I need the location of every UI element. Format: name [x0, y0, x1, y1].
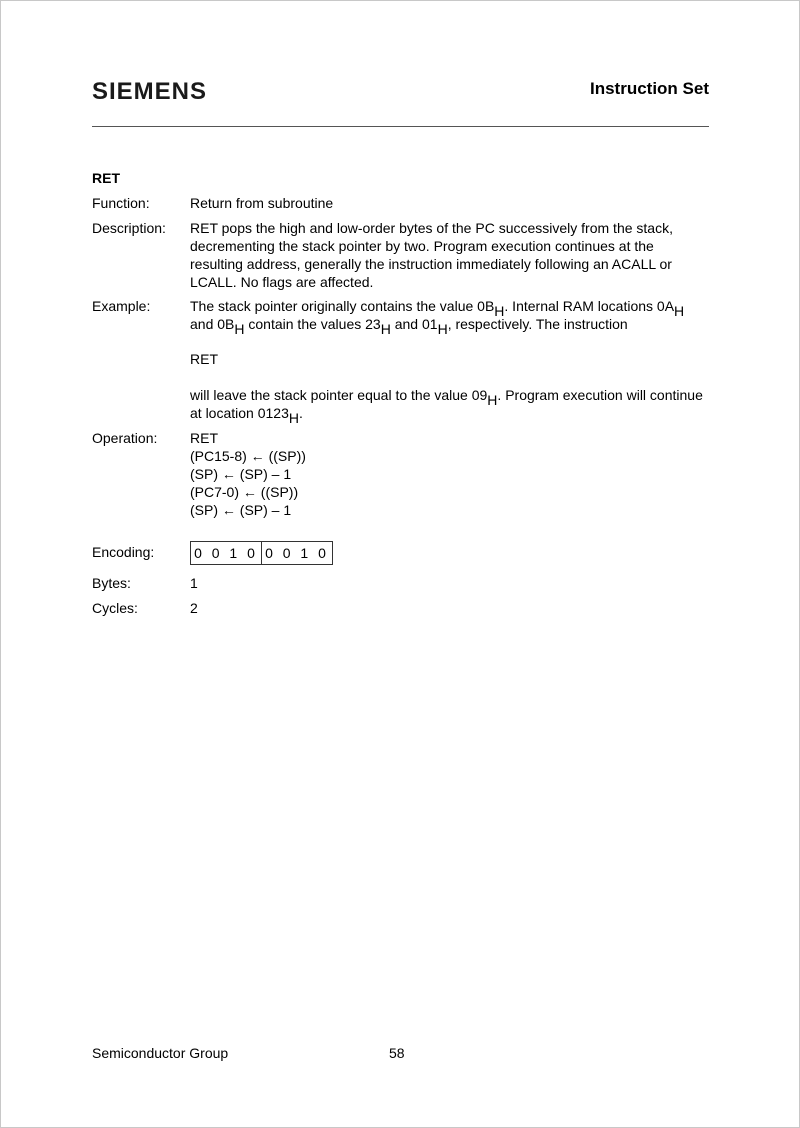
text: will leave the stack pointer equal to the value 09 [190, 387, 488, 403]
text: The stack pointer originally contains the value 0B [190, 298, 495, 314]
subscript: H [234, 321, 245, 337]
encoding-high-nibble: 0 0 1 0 [194, 545, 258, 561]
encoding-box [190, 541, 333, 565]
example-code: RET [190, 351, 218, 367]
cycles-label: Cycles: [92, 600, 138, 616]
function-text: Return from subroutine [190, 195, 334, 211]
text: and 0B [190, 316, 235, 332]
text: , respectively. The instruction [447, 316, 628, 332]
function-label: Function: [92, 195, 150, 211]
description-line: decrementing the stack pointer by two. Program execution continues at the [190, 238, 654, 254]
section-title: Instruction Set [589, 79, 709, 98]
footer-company: Semiconductor Group [92, 1045, 229, 1061]
subscript: H [674, 303, 685, 319]
encoding-label: Encoding: [92, 544, 155, 560]
siemens-logo: SIEMENS [92, 78, 208, 105]
operation-line: (PC15-8) ← ((SP)) [190, 448, 306, 464]
encoding-low-nibble: 0 0 1 0 [261, 542, 332, 564]
operation-label: Operation: [92, 430, 158, 446]
instruction-mnemonic: RET [92, 170, 120, 186]
cycles-value: 2 [190, 600, 198, 616]
text: at location 0123 [190, 405, 289, 421]
text: . Program execution will continue [497, 387, 703, 403]
example-line [190, 404, 303, 426]
operation-line: RET [190, 430, 218, 446]
description-line: resulting address, generally the instruction immediately following an ACALL or [190, 256, 672, 272]
example-line [190, 315, 628, 337]
subscript: H [437, 321, 448, 337]
description-label: Description: [92, 220, 166, 236]
description-line: LCALL. No flags are affected. [190, 274, 374, 290]
subscript: H [288, 410, 299, 426]
subscript: H [380, 321, 391, 337]
example-label: Example: [92, 298, 151, 314]
operation-line: (SP) ← (SP) – 1 [190, 466, 292, 482]
text: and 01 [390, 316, 438, 332]
bytes-label: Bytes: [92, 575, 131, 591]
page-number: 58 [389, 1045, 405, 1061]
text: contain the values 23 [244, 316, 381, 332]
text: . Internal RAM locations 0A [504, 298, 675, 314]
example-line [190, 386, 703, 408]
operation-line: (SP) ← (SP) – 1 [190, 502, 292, 518]
text: . [298, 405, 303, 421]
header-rule [92, 126, 709, 127]
example-line [190, 297, 685, 319]
operation-line: (PC7-0) ← ((SP)) [190, 484, 299, 500]
bytes-value: 1 [190, 575, 198, 591]
subscript: H [487, 392, 498, 408]
subscript: H [494, 303, 505, 319]
description-line: RET pops the high and low-order bytes of the PC successively from the stack, [190, 220, 673, 236]
